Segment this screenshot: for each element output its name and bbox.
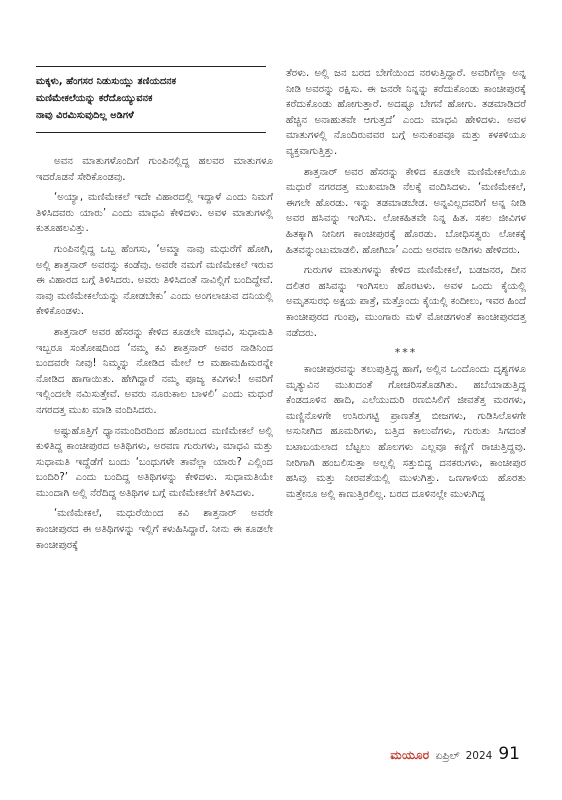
paragraph: ಗುಂಪಿನಲ್ಲಿದ್ದ ಒಬ್ಬ ಹೆಂಗಸು, ‘ಅಮ್ಮಾ ನಾವು ಮಧುರೆಗೆ ಹೋಗಿ, ಅಲ್ಲಿ ಶಾತ್ತನಾರ್ ಅವರನ್ನು ಕಂಡೆವು. ಅವರೇ ನಮಗೆ ಮಣಿಮೇಕಲೆ ಇರುವ ಈ ವಿಹಾರದ ಬಗ್ಗೆ ತಿಳಿಸಿದರು. ಅವರು ತಿಳಿಸಿದಂತೆ ನಾವಿಲ್ಲಿಗೆ ಬಂದಿದ್ದೇವೆ. ನಾವು ಮಣಿಮೇಕಲೆಯನ್ನು ನೋಡಬೇಕು’ ಎಂದು ಅಂಗಲಾಚುವ ದನಿಯಲ್ಲಿ ಕೇಳಿಕೊಂಡಳು. [36, 243, 273, 318]
left-column [36, 154, 273, 558]
pull-quote [36, 66, 266, 133]
issue-month: ಏಪ್ರಿಲ್ [435, 750, 460, 762]
paragraph: ಕಾಂಚೀಪುರವನ್ನು ತಲುಪುತ್ತಿದ್ದ ಹಾಗೆ, ಅಲ್ಲಿನ ಒಂದೊಂದು ದೃಶ್ಯಗಳೂ ಮೃತ್ಯುವಿನ ಮುಖದಂತೆ ಗೋಚರಿಸತೊಡಗಿತು. ಹಬೆಯಾಡುತ್ತಿದ್ದ ಕೆಂಡದೂಳಿನ ಹಾದಿ, ಎಲೆಯುದುರಿ ರಣಬಿಸಿಲಿಗೆ ಜೀವತೆತ್ತ ಮರಗಳು, ಮಣ್ಣಿನೊಳಗೇ ಉಸಿರುಗಟ್ಟಿ ಪ್ರಾಣತೆತ್ತ ಬೀಜಗಳು, ಗುಡಿಸಿಲೊಳಗೇ ಅಸುನೀಗಿದ ಹೂಮರಿಗಳು, ಬತ್ತಿದ ಕಾಲುವೆಗಳು, ಗುರುತು ಸಿಗದಂತೆ ಬಟಾಬಯಲಾದ ಬೆಟ್ಟಲು ಹೊಲಗಳು ಎಲ್ಲವೂ ಕಣ್ಣಿಗೆ ರಾಚುತ್ತಿದ್ದವು. ನೀರಿಗಾಗಿ ಹಂಬಲಿಸುತ್ತಾ ಅಲ್ಲಲ್ಲಿ ಸತ್ತುಬಿದ್ದ ದನಕರುಗಳು, ಕಾಂಚೀಪುರ ಹಸಿವು ಮತ್ತು ನೀರವತೆಯಲ್ಲಿ ಮುಳುಗಿತ್ತು. ಒಣಗಾಳಿಯ ಹೊರತು ಮತ್ತೇನೂ ಅಲ್ಲಿ ಕಾಣುತ್ತಿರಲಿಲ್ಲ. ಬರದ ದೂಳಿನಲ್ಲೇ ಮುಳುಗಿದ್ದ [286, 364, 526, 500]
page-number: 91 [498, 744, 520, 764]
paragraph: ತೆರಳು. ಅಲ್ಲಿ ಜನ ಬರದ ಬೇಗೆಯಿಂದ ನರಳುತ್ತಿದ್ದಾರೆ. ಅವರಿಗೆಲ್ಲಾ ಅನ್ನ ನೀಡಿ ಅವರನ್ನು ರಕ್ಷಿಸು. ಈ ಜನರೇ ನಿನ್ನನ್ನು ಕರೆದುಕೊಂಡು ಕಾಂಚೀಪುರಕ್ಕೆ ಕರೆದುಕೊಂಡು ಹೋಗುತ್ತಾರೆ. ಅದಷ್ಟೂ ಬೇಗನೆ ಹೋಗು. ತಡಮಾಡಿದರೆ ಹೆಚ್ಚಿನ ಅನಾಹುತವೇ ಆಗುತ್ತದೆ’ ಎಂದು ಮಾಧವಿ ಹೇಳಿದಳು. ಅವಳ ಮಾತುಗಳಲ್ಲಿ ನೊಂದಿರುವವರ ಬಗ್ಗೆ ಅನುಕಂಪವೂ ಮತ್ತು ಕಳಕಳಿಯೂ ವ್ಯಕ್ತವಾಗುತ್ತಿತ್ತು. [286, 68, 526, 157]
magazine-logo: ಮಯೂರ [390, 748, 430, 762]
paragraph: ಗುರುಗಳ ಮಾತುಗಳನ್ನು ಕೇಳಿದ ಮಣಿಮೇಕಲೆ, ಬಡಜನರ, ದೀನ ದಲಿತರ ಹಸಿವನ್ನು ಇಂಗಿಸಲು ಹೊರಟಳು. ಅವಳ ಒಂದು ಕೈಯಲ್ಲಿ ಅಮೃತಸುರಭಿ ಅಕ್ಷಯ ಪಾತ್ರೆ, ಮತ್ತೊಂದು ಕೈಯಲ್ಲಿ ಕಂದೀಲು, ಇವರ ಹಿಂದೆ ಕಾಂಚೀಪುರದ ಗುಂಪು, ಮುಂಗಾರು ಮಳೆ ಮೋಡಗಳಂತೆ ಕಾಂಚೀಪುರದತ್ತ ನಡೆದರು. [286, 265, 526, 339]
paragraph: ಶಾತ್ತನಾರ್ ಅವರ ಹೆಸರನ್ನು ಕೇಳಿದ ಕೂಡಲೇ ಮಣಿಮೇಕಲೆಯೂ ಮಧುರೆ ನಗರದತ್ತ ಮುಖಮಾಡಿ ನೆಲಕ್ಕೆ ವಂದಿಸಿದಳು. ‘ಮಣಿಮೇಕಲೆ, ಈಗಲೇ ಹೊರಡು. ಇನ್ನು ತಡಮಾಡಬೇಡ. ಅನ್ನವಿಲ್ಲದವರಿಗೆ ಅನ್ನ ನೀಡಿ ಅವರ ಹಸಿವನ್ನು ಇಂಗಿಸು. ಲೋಕಹಿತವೇ ನಿನ್ನ ಹಿತ. ಸಕಲ ಜೀವಿಗಳ ಹಿತಕ್ಕಾಗಿ ನೀನೀಗ ಕಾಂಚೀಪುರಕ್ಕೆ ಹೊರಡು. ಬೋಧಿಸತ್ವರು ಲೋಕಕ್ಕೆ ಹಿತವನ್ನುಂಟುಮಾಡಲಿ. ಹೋಗಿಬಾ’ ಎಂದು ಅರವಣ ಅಡಿಗಳು ಹೇಳಿದರು. [286, 166, 526, 256]
paragraph: ಶಾತ್ತನಾರ್ ಅವರ ಹೆಸರನ್ನು ಕೇಳಿದ ಕೂಡಲೇ ಮಾಧವಿ, ಸುಧಾಮತಿ ಇಬ್ಬರೂ ಸಂತೋಷದಿಂದ ‘ನಮ್ಮ ಕವಿ ಶಾತ್ತನಾರ್ ಅವರ ನಾಡಿನಿಂದ ಬಂದವರೇ ನೀವು! ನಿಮ್ಮನ್ನು ನೋಡಿದ ಮೇಲೆ ಆ ಮಹಾಮಹಿಮರನ್ನೇ ನೋಡಿದ ಹಾಗಾಯಿತು. ಹೇಗಿದ್ದಾರೆ ನಮ್ಮ ಪೂಜ್ಯ ಕವಿಗಳು! ಅವರಿಗೆ ಇಲ್ಲಿಂದಲೇ ನಮಿಸುತ್ತೇವೆ. ಅವರು ನೂರುಕಾಲ ಬಾಳಲಿ’ ಎಂದು ಮಧುರೆ ನಗರದತ್ತ ಮುಖ ಮಾಡಿ ವಂದಿಸಿದರು. [36, 326, 273, 416]
paragraph: ಅವನ ಮಾತುಗಳೊಂದಿಗೆ ಗುಂಪಿನಲ್ಲಿದ್ದ ಹಲವರ ಮಾತುಗಳೂ ಇದರೊಡನೆ ಸೇರಿಕೊಂಡವು. [36, 156, 273, 183]
paragraph: ಅಷ್ಟುಹೊತ್ತಿಗೆ ಧ್ಯಾನಮಂದಿರದಿಂದ ಹೊರಬಂದ ಮಣಿಮೇಕಲೆ ಅಲ್ಲಿ ಕುಳಿತಿದ್ದ ಕಾಂಚೀಪುರದ ಅತಿಥಿಗಳು, ಅರವಣ ಗುರುಗಳು, ಮಾಧವಿ ಮತ್ತು ಸುಧಾಮತಿ ಇದ್ದೆಡೆಗೆ ಬಂದು ‘ಬಂಧುಗಳೇ ತಾವೆಲ್ಲಾ ಯಾರು? ಎಲ್ಲಿಂದ ಬಂದಿರಿ?’ ಎಂದು ಬಂದಿದ್ದ ಅತಿಥಿಗಳನ್ನು ಕೇಳಿದಳು. ಸುಧಾಮತಿಯೇ ಮುಂದಾಗಿ ಅಲ್ಲಿ ನೆರೆದಿದ್ದ ಅತಿಥಿಗಳ ಬಗ್ಗೆ ಮಣಿಮೇಕಲೆಗೆ ತಿಳಿಸಿದಳು. [36, 425, 273, 499]
paragraph: ‘ಮಣಿಮೇಕಲೆ, ಮಧುರೆಯಿಂದ ಕವಿ ಶಾತ್ತನಾರ್ ಅವರೇ ಕಾಂಚೀಪುರದ ಈ ಅತಿಥಿಗಳನ್ನು ಇಲ್ಲಿಗೆ ಕಳುಹಿಸಿದ್ದಾರೆ. ನೀನು ಈ ಕೂಡಲೇ ಕಾಂಚೀಪುರಕ್ಕೆ [36, 508, 273, 551]
paragraph: ‘ಅಯ್ಯಾ, ಮಣಿಮೇಕಲೆ ಇದೇ ವಿಹಾರದಲ್ಲಿ ಇದ್ದಾಳೆ ಎಂದು ನಿಮಗೆ ತಿಳಿಸಿದವರು ಯಾರು’ ಎಂದು ಮಾಧವಿ ಕೇಳಿದಳು. ಅವಳ ಮಾತುಗಳಲ್ಲಿ ಕುತೂಹಲವಿತ್ತು. [36, 192, 273, 235]
section-divider: *** [394, 346, 418, 360]
right-column [286, 66, 526, 507]
page-footer [390, 744, 520, 764]
pull-quote-text: ಮಕ್ಕಳು, ಹೆಂಗಸರ ನಿಡುಸುಯ್ಲು ತಣಿಯದನಕ ಮಣಿಮೇಕಲೆಯನ್ನು ಕರೆದೊಯ್ಯುವನಕ ನಾವು ವಿರಮಿಸುವುದಿಲ್ಲ ಅಡಿಗಳೆ [36, 76, 177, 121]
issue-year: 2024 [465, 750, 493, 762]
